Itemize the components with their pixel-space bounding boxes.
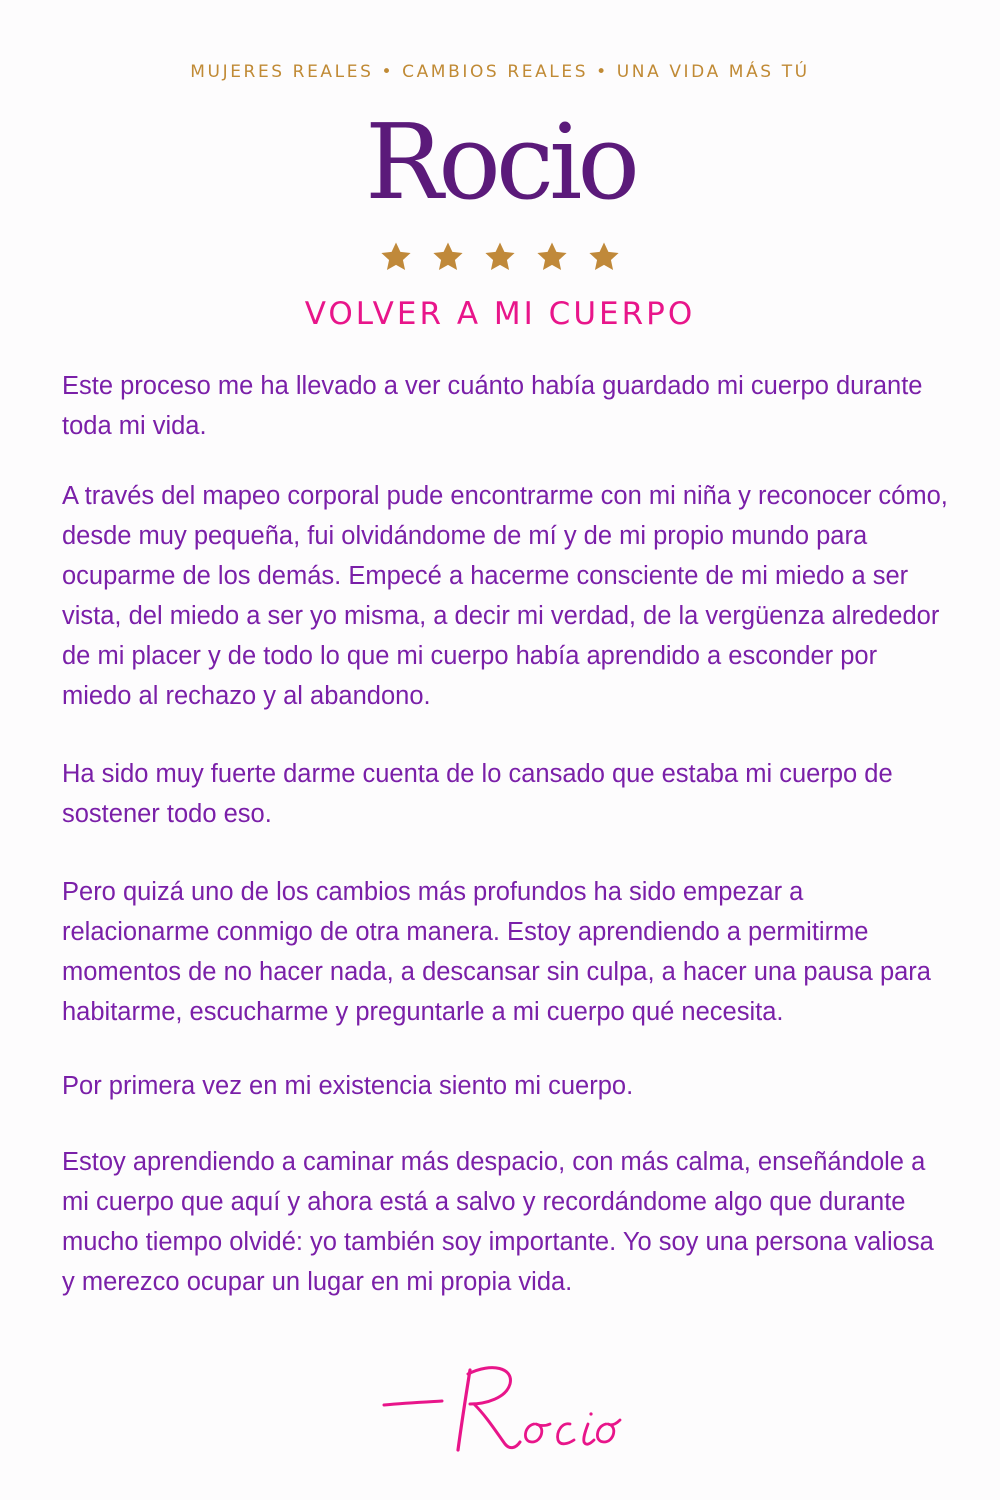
star-icon xyxy=(483,240,517,274)
paragraph: Pero quizá uno de los cambios más profundos ha sido empezar a relacionarme conmigo de otra manera. Estoy aprendiendo a permitirme momentos de no hacer nada, a descansar sin culpa, a hacer una pausa para habitarme, escucharme y preguntarle a mi cuerpo qué necesita. xyxy=(62,878,931,1026)
paragraph: A través del mapeo corporal pude encontrarme con mi niña y reconocer cómo, desde muy pequeña, fui olvidándome de mí y de mi propio mundo para ocuparme de los demás. Empecé a hacerme consciente de mi miedo a ser vista, del miedo a ser yo misma, a decir mi verdad, de la vergüenza alrededor de mi placer y de todo lo que mi cuerpo había aprendido a esconder por miedo al rechazo y al abandono. xyxy=(62,482,948,710)
star-icon xyxy=(587,240,621,274)
paragraph: Ha sido muy fuerte darme cuenta de lo cansado que estaba mi cuerpo de sostener todo eso. xyxy=(62,760,893,828)
handwritten-signature xyxy=(0,1360,1000,1460)
page-title: Rocio xyxy=(364,101,636,223)
star-icon xyxy=(535,240,569,274)
testimonial-body xyxy=(62,366,952,1302)
star-icon xyxy=(379,240,413,274)
tagline: MUJERES REALES • CAMBIOS REALES • UNA VIDA MÁS TÚ xyxy=(190,62,810,82)
star-rating xyxy=(0,240,1000,274)
subtitle: VOLVER A MI CUERPO xyxy=(304,296,696,332)
paragraph: Por primera vez en mi existencia siento mi cuerpo. xyxy=(62,1072,634,1100)
star-icon xyxy=(431,240,465,274)
paragraph: Estoy aprendiendo a caminar más despacio, con más calma, enseñándole a mi cuerpo que aquí y ahora está a salvo y recordándome algo que durante mucho tiempo olvidé: yo también soy importante. Yo soy una persona valiosa y merezco ocupar un lugar en mi propia vida. xyxy=(62,1148,934,1296)
paragraph: Este proceso me ha llevado a ver cuánto había guardado mi cuerpo durante toda mi vida. xyxy=(62,372,923,440)
